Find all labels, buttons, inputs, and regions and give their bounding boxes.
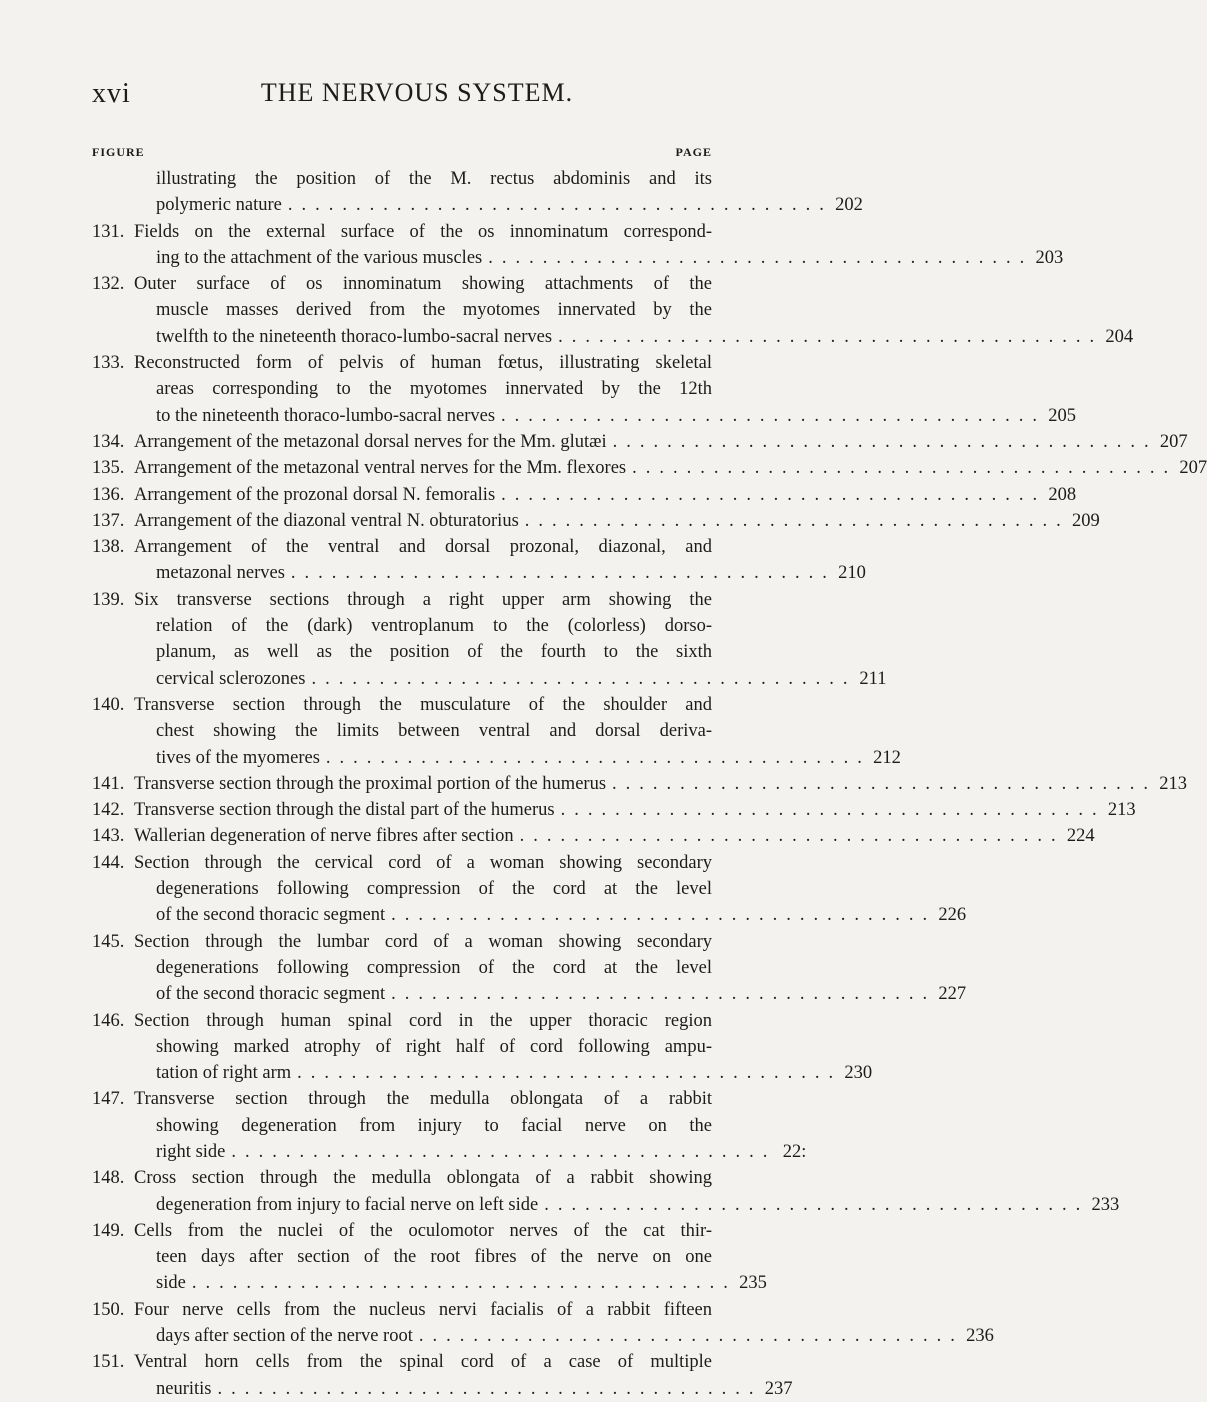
figure-caption-text: polymeric nature ........................................ 202 [156,192,712,218]
figure-number: 138. [92,537,125,558]
figure-caption-text: planum, as well as the position of the fourth to the sixth [156,642,712,663]
figure-caption-text: of the second thoracic segment ........................................ 227 [156,981,712,1007]
running-title: THE NERVOUS SYSTEM. [260,78,574,107]
figure-entry [92,219,1064,272]
figure-number: 142. [92,800,125,821]
figure-entry [92,508,1100,534]
dot-leader: ........................................ [297,1063,843,1084]
entry-line [92,350,712,376]
page-column-heading: PAGE [675,145,712,159]
page-reference: 207 [1179,458,1207,479]
figure-caption-text: illustrating the position of the M. rectus abdominis and its [156,169,712,189]
page-header [92,72,712,112]
entry-line [92,955,712,981]
figure-caption-text: of the second thoracic segment ........................................ 226 [156,902,712,928]
figure-number: 131. [92,221,125,242]
page-reference: 202 [835,195,863,216]
entry-line [92,376,712,402]
figure-caption-text: Wallerian degeneration of nerve fibres after section ........................................ 224 [134,823,712,849]
entry-line [92,429,1188,455]
figure-number: 140. [92,694,125,715]
page-reference: 211 [859,668,887,689]
figure-number: 133. [92,353,125,374]
figure-caption-text: Four nerve cells from the nucleus nervi facialis of a rabbit fifteen [134,1299,712,1320]
figure-entry [92,482,1077,508]
figure-caption-text: Outer surface of os innominatum showing attachments of the [134,274,712,295]
dot-leader: ........................................ [488,247,1034,268]
figure-entry [92,1349,793,1402]
figure-number: 143. [92,826,125,847]
figure-entry [92,587,887,692]
figure-entry [92,823,1095,849]
figure-caption-text: Section through the cervical cord of a woman showing secondary [134,852,712,873]
dot-leader: ........................................ [519,826,1065,847]
figure-caption-text: showing marked atrophy of right half of cord following ampu- [156,1036,712,1057]
figure-column-heading: FIGURE [92,145,145,159]
entry-line [92,1244,712,1270]
figure-caption-text: Arrangement of the diazonal ventral N. obturatorius ........................................ 209 [134,508,712,534]
dot-leader: ........................................ [325,747,871,768]
figure-caption-text: Cross section through the medulla oblongata of a rabbit showing [134,1168,712,1189]
figure-caption-text: teen days after section of the root fibres of the nerve on one [156,1247,712,1268]
page-reference: 213 [1159,773,1188,794]
figure-number: 134. [92,431,125,452]
figure-caption-text: Arrangement of the ventral and dorsal prozonal, diazonal, and [134,537,712,558]
page-number: xvi [92,78,131,109]
entry-line [92,1034,712,1060]
figure-caption-text: Section through human spinal cord in the upper thoracic region [134,1010,712,1031]
entry-line [92,271,712,297]
entry-line [92,534,712,560]
page-reference: 208 [1048,484,1077,505]
page-reference: 236 [966,1326,994,1347]
figure-caption-text: ing to the attachment of the various muscles ........................................ 203 [156,245,712,271]
figure-caption-text: Six transverse sections through a right upper arm showing the [134,589,712,610]
figure-entry [92,455,1207,481]
entry-line [92,403,1077,429]
figure-entry [92,1165,1120,1218]
page-reference: 210 [838,563,866,584]
figure-caption-text: metazonal nerves ........................................ 210 [156,560,712,586]
figure-number: 136. [92,484,125,505]
figure-caption-text: Section through the lumbar cord of a woman showing secondary [134,931,712,952]
entry-line [92,797,1136,823]
entry-line [92,1323,994,1349]
entry-line [92,929,712,955]
figure-number: 149. [92,1220,125,1241]
dot-leader: ........................................ [217,1378,763,1399]
page-reference: 224 [1066,826,1095,847]
dot-leader: ........................................ [418,1326,964,1347]
entry-line [92,482,1077,508]
figure-entry [92,166,863,219]
dot-leader: ........................................ [560,800,1106,821]
entry-line [92,1192,1120,1218]
figure-caption-text: degenerations following compression of the cord at the level [156,957,712,978]
figure-caption-text: side ........................................ 235 [156,1270,712,1296]
figure-caption-text: muscle masses derived from the myotomes innervated by the [156,300,712,321]
page-reference: 235 [739,1273,767,1294]
page-reference: 213 [1107,800,1136,821]
entry-line [92,1165,712,1191]
entry-line [92,1349,712,1375]
page-reference: 207 [1159,431,1188,452]
page-reference: 233 [1091,1194,1120,1215]
figure-caption-text: Transverse section through the proximal portion of the humerus ........................................ 213 [134,771,712,797]
entry-line [92,297,712,323]
entry-line [92,613,712,639]
entry-line [92,587,712,613]
figure-number: 147. [92,1089,125,1110]
figure-number: 150. [92,1299,125,1320]
page-reference: 212 [873,747,901,768]
figure-caption-text: relation of the (dark) ventroplanum to the (colorless) dorso- [156,616,712,637]
column-headings [92,145,712,161]
figure-caption-text: Arrangement of the prozonal dorsal N. femoralis ........................................ 208 [134,482,712,508]
figure-caption-text: Transverse section through the medulla oblongata of a rabbit [134,1089,712,1110]
dot-leader: ........................................ [287,195,833,216]
figure-caption-text: Cells from the nuclei of the oculomotor nerves of the cat thir- [134,1220,712,1241]
figure-number: 146. [92,1010,125,1031]
figure-caption-text: right side ........................................ 22: [156,1139,712,1165]
entry-line [92,823,1095,849]
figure-entry [92,1297,994,1350]
figure-entry [92,797,1136,823]
dot-leader: ........................................ [311,668,857,689]
entry-line [92,771,1188,797]
dot-leader: ........................................ [191,1273,737,1294]
figure-entry [92,534,866,587]
figure-caption-text: Arrangement of the metazonal ventral nerves for the Mm. flexores ........................................ 207 [134,455,712,481]
entry-line [92,1376,793,1402]
figure-number: 137. [92,510,125,531]
dot-leader: ........................................ [391,905,937,926]
figure-caption-text: to the nineteenth thoraco-lumbo-sacral nerves ........................................ 205 [156,403,712,429]
figure-caption-text: degenerations following compression of the cord at the level [156,879,712,900]
entry-line [92,1297,712,1323]
page-reference: 203 [1035,247,1064,268]
entry-line [92,455,1207,481]
figure-entry [92,350,1077,429]
entry-line [92,1113,712,1139]
figure-entry [92,1218,767,1297]
figure-list [92,166,1207,1402]
figure-entry [92,850,967,929]
page-reference: 237 [764,1378,793,1399]
entry-line [92,1139,807,1165]
figure-entry [92,692,901,771]
page-reference: 22: [782,1141,807,1162]
figure-entry [92,271,1134,350]
figure-caption-text: Reconstructed form of pelvis of human fœtus, illustrating skeletal [134,353,712,374]
entry-line [92,245,1064,271]
entry-line [92,1086,712,1112]
figure-caption-text: cervical sclerozones ........................................ 211 [156,666,712,692]
page-reference: 209 [1072,510,1100,531]
entry-line [92,560,866,586]
entry-line [92,508,1100,534]
dot-leader: ........................................ [612,431,1158,452]
figure-entry [92,429,1188,455]
figure-number: 135. [92,458,125,479]
entry-line [92,981,967,1007]
page-reference: 205 [1048,405,1077,426]
page-reference: 230 [844,1063,873,1084]
entry-line [92,718,712,744]
dot-leader: ........................................ [558,326,1104,347]
entry-line [92,1218,712,1244]
figure-caption-text: showing degeneration from injury to facial nerve on the [156,1115,712,1136]
page-reference: 204 [1105,326,1134,347]
figure-caption-text: tives of the myomeres ........................................ 212 [156,745,712,771]
figure-entry [92,771,1188,797]
dot-leader: ........................................ [231,1141,777,1162]
figure-caption-text: neuritis ........................................ 237 [156,1376,712,1402]
entry-line [92,902,967,928]
entry-line [92,324,1134,350]
figure-entry [92,1086,807,1165]
figure-caption-text: chest showing the limits between ventral and dorsal deriva- [156,721,712,742]
figure-caption-text: days after section of the nerve root ........................................ 236 [156,1323,712,1349]
figure-caption-text: areas corresponding to the myotomes innervated by the 12th [156,379,712,400]
entry-line [92,639,712,665]
entry-line [92,666,887,692]
figure-caption-text: Transverse section through the distal part of the humerus ........................................ 213 [134,797,712,823]
figure-caption-text: Fields on the external surface of the os innominatum correspond- [134,221,712,242]
entry-line [92,876,712,902]
page-reference: 227 [938,984,967,1005]
dot-leader: ........................................ [632,458,1178,479]
figure-number: 148. [92,1168,125,1189]
dot-leader: ........................................ [290,563,836,584]
entry-line [92,850,712,876]
entry-line [92,192,863,218]
figure-entry [92,1008,873,1087]
dot-leader: ........................................ [612,773,1158,794]
figure-number: 144. [92,852,125,873]
figure-number: 145. [92,931,125,952]
entry-line [92,219,712,245]
dot-leader: ........................................ [544,1194,1090,1215]
page-reference: 226 [938,905,967,926]
dot-leader: ........................................ [501,405,1047,426]
dot-leader: ........................................ [501,484,1047,505]
figure-number: 151. [92,1352,125,1373]
figure-caption-text: Ventral horn cells from the spinal cord of a case of multiple [134,1352,712,1373]
figure-number: 139. [92,589,125,610]
dot-leader: ........................................ [391,984,937,1005]
figure-caption-text: degeneration from injury to facial nerve on left side ........................................ 233 [156,1192,712,1218]
figure-caption-text: tation of right arm ........................................ 230 [156,1060,712,1086]
dot-leader: ........................................ [524,510,1070,531]
figure-number: 132. [92,274,125,295]
figure-number: 141. [92,773,125,794]
figure-entry [92,929,967,1008]
entry-line [92,166,712,192]
entry-line [92,692,712,718]
entry-line [92,1008,712,1034]
figure-caption-text: Transverse section through the musculature of the shoulder and [134,694,712,715]
entry-line [92,1060,873,1086]
figure-caption-text: twelfth to the nineteenth thoraco-lumbo-sacral nerves ........................................ 204 [156,324,712,350]
entry-line [92,1270,767,1296]
entry-line [92,745,901,771]
figure-caption-text: Arrangement of the metazonal dorsal nerves for the Mm. glutæi ........................................ 207 [134,429,712,455]
